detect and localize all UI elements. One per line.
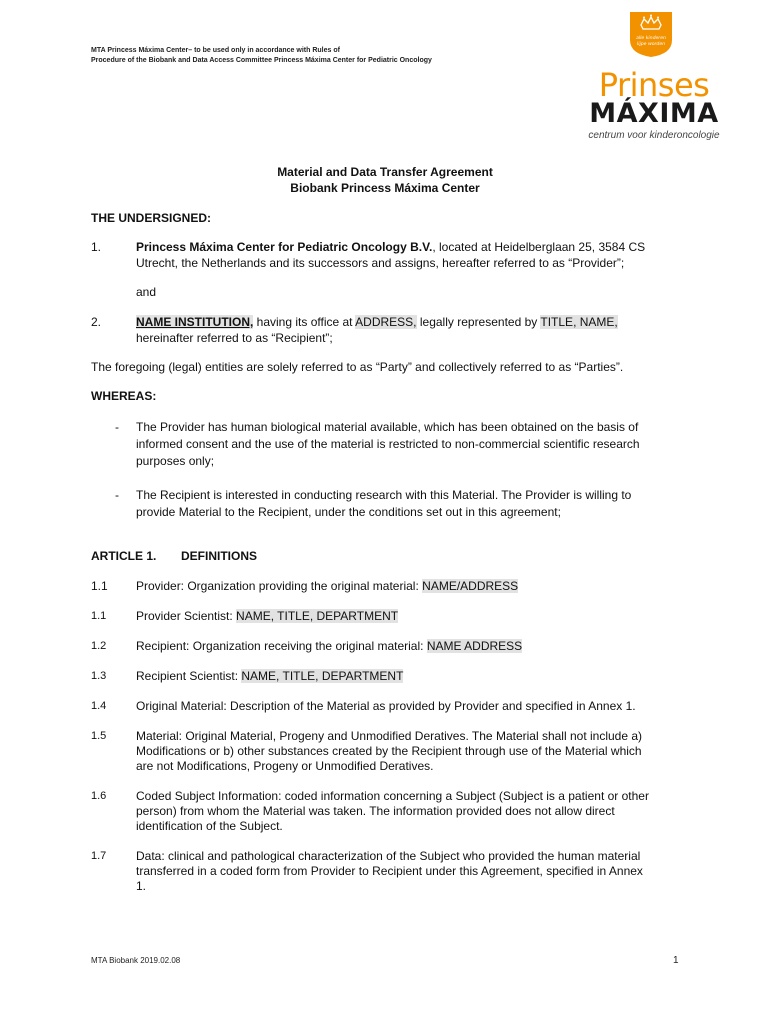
header-line-2: Procedure of the Biobank and Data Access Committee Princess Máxima Center for Pediatric Oncology (91, 57, 432, 64)
provider-name: Princess Máxima Center for Pediatric Oncology B.V. (136, 240, 433, 254)
whereas-2-line-1: The Recipient is interested in conducting research with this Material. The Provider is willing to (136, 488, 632, 502)
logo-prinses: Prinses (598, 66, 710, 104)
page-number: 1 (673, 955, 679, 966)
definition-data-line-3: 1. (136, 879, 147, 893)
definition-subject-line-2: person) from whom the Material was taken. The information provided does not allow direct (136, 804, 615, 818)
prinses-maxima-logo (584, 10, 724, 142)
definition-number: 1.1 (91, 610, 107, 622)
definition-number: 1.7 (91, 850, 107, 862)
doc-title-line-1: Material and Data Transfer Agreement (277, 165, 493, 179)
whereas-1-line-2: informed consent and the use of the material is restricted to non-commercial scientific research (136, 437, 640, 451)
definition-original-material: Original Material: Description of the Material as provided by Provider and specified in Annex 1. (136, 699, 636, 713)
definition-text: Recipient: Organization receiving the original material: (136, 639, 427, 653)
whereas-2-line-2: provide Material to the Recipient, under the conditions set out in this agreement; (136, 505, 561, 519)
definition-text: Provider Scientist: (136, 609, 237, 623)
header-line-1: MTA Princess Máxima Center– to be used only in accordance with Rules of (91, 47, 340, 54)
party-1-line-1 (136, 239, 696, 255)
definition-number: 1.6 (91, 790, 107, 802)
definition-number: 1.1 (91, 579, 108, 593)
definition-material-line-1: Material: Original Material, Progeny and Unmodified Deratives. The Material shall not include a) (136, 729, 643, 743)
recipient-scientist-placeholder: NAME, TITLE, DEPARTMENT (241, 669, 404, 683)
definition-provider-scientist (136, 608, 696, 624)
doc-title-line-2: Biobank Princess Máxima Center (290, 181, 480, 195)
provider-scientist-placeholder: NAME, TITLE, DEPARTMENT (236, 609, 399, 623)
definition-number: 1.3 (91, 670, 107, 682)
recipient-address-placeholder: ADDRESS, (355, 315, 417, 329)
crown-shield-icon (628, 10, 674, 58)
definition-data-line-1: Data: clinical and pathological characterization of the Subject who provided the human material (136, 849, 641, 863)
document-header (91, 46, 432, 66)
whereas-1-line-3: purposes only; (136, 454, 215, 468)
recipient-name-placeholder: NAME ADDRESS (426, 639, 523, 653)
article-1-title: DEFINITIONS (181, 549, 258, 563)
party-2-line-2: hereinafter referred to as “Recipient”; (136, 331, 333, 345)
shield-text-1: alle kinderen (636, 36, 666, 41)
definition-material-line-3: are not Modifications, Progeny or Unmodified Deratives. (136, 759, 434, 773)
definition-number: 1.2 (91, 640, 107, 652)
article-1-label: ARTICLE 1. (91, 549, 157, 563)
definition-number: 1.5 (91, 730, 107, 742)
definition-text: Provider: Organization providing the original material: (136, 579, 423, 593)
definition-number: 1.4 (91, 700, 107, 712)
logo-tagline: centrum voor kinderoncologie (588, 130, 720, 141)
party-1-number: 1. (91, 240, 102, 254)
definition-data-line-2: transferred in a coded form from Provider to Recipient under this Agreement, specified in Annex (136, 864, 643, 878)
recipient-title-placeholder: TITLE, NAME, (540, 315, 618, 329)
definition-recipient-scientist (136, 668, 696, 684)
provider-address: , located at Heidelberglaan 25, 3584 CS (432, 240, 646, 254)
definition-provider (136, 578, 696, 594)
undersigned-heading: THE UNDERSIGNED: (91, 211, 212, 225)
definition-text: Recipient Scientist: (136, 669, 242, 683)
party-2-represented-text: legally represented by (416, 315, 541, 329)
definition-subject-line-3: identification of the Subject. (136, 819, 283, 833)
parties-definition: The foregoing (legal) entities are solely referred to as “Party” and collectively referred to as “Parties”. (91, 360, 624, 374)
whereas-dash-2: - (115, 488, 119, 502)
shield-text-2: lijpe worden (636, 42, 666, 47)
and-text: and (136, 285, 157, 299)
party-2-number: 2. (91, 315, 102, 329)
definition-recipient (136, 638, 696, 654)
whereas-1-line-1: The Provider has human biological material available, which has been obtained on the basis of (136, 420, 639, 434)
definition-material-line-2: Modifications or b) other substances created by the Recipient through use of the Material which (136, 744, 642, 758)
recipient-institution-placeholder: NAME INSTITUTION, (136, 315, 254, 329)
party-2-line-1 (136, 314, 696, 330)
footer-version: MTA Biobank 2019.02.08 (91, 956, 181, 965)
party-2-office-text: having its office at (253, 315, 356, 329)
definition-subject-line-1: Coded Subject Information: coded information concerning a Subject (Subject is a patient or other (136, 789, 649, 803)
whereas-heading: WHEREAS: (91, 389, 157, 403)
party-1-line-2: Utrecht, the Netherlands and its successors and assigns, hereafter referred to as “Provider”; (136, 256, 625, 270)
provider-name-placeholder: NAME/ADDRESS (422, 579, 519, 593)
logo-maxima: MÁXIMA (589, 98, 719, 129)
whereas-dash-1: - (115, 420, 119, 434)
